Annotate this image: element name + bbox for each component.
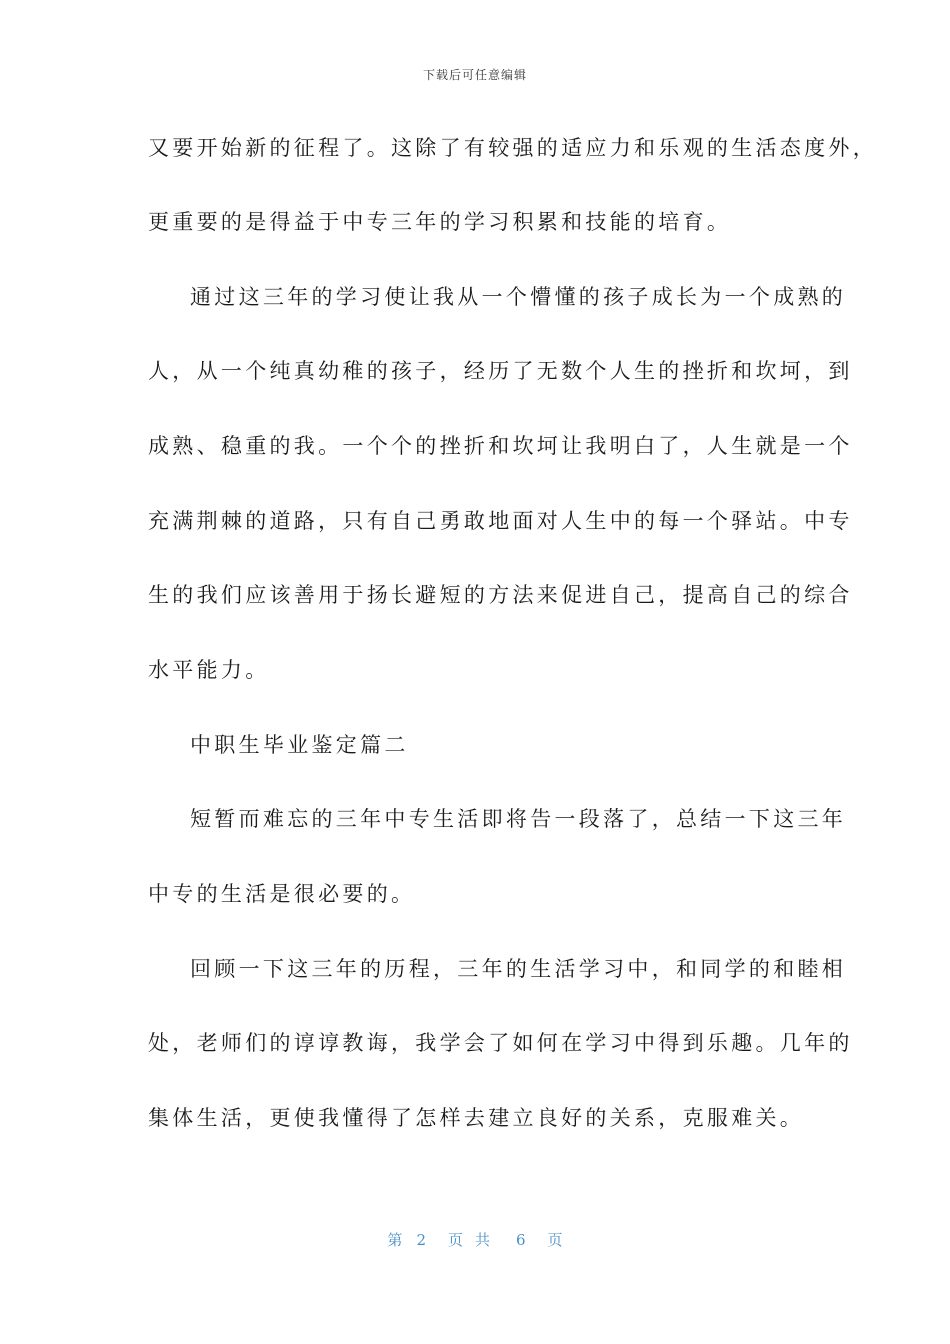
footer-middle: 页共 [447, 1231, 502, 1249]
paragraph-start: 回顾一下这三年的历程，三年的生活学习中，和同学的和睦相 [190, 957, 847, 981]
paragraph-start: 通过这三年的学习使让我从一个懵懂的孩子成长为一个成熟的 [190, 285, 847, 309]
text-line: 水平能力。 [148, 658, 270, 682]
paragraph-start: 短暂而难忘的三年中专生活即将告一段落了，总结一下这三年 [190, 807, 847, 831]
text-line: 更重要的是得益于中专三年的学习积累和技能的培育。 [148, 210, 732, 234]
section-heading: 中职生毕业鉴定篇二 [190, 733, 409, 757]
text-line: 生的我们应该善用于扬长避短的方法来促进自己，提高自己的综合 [148, 583, 853, 607]
text-line: 充满荆棘的道路，只有自己勇敢地面对人生中的每一个驿站。中专 [148, 509, 853, 533]
text-line: 中专的生活是很必要的。 [148, 882, 416, 906]
text-line: 成熟、稳重的我。一个个的挫折和坎坷让我明白了，人生就是一个 [148, 434, 853, 458]
total-page-count: 6 [516, 1231, 526, 1249]
text-line: 又要开始新的征程了。这除了有较强的适应力和乐观的生活态度外， [148, 136, 877, 160]
text-line: 处，老师们的谆谆教诲，我学会了如何在学习中得到乐趣。几年的 [148, 1031, 853, 1055]
footer-suffix: 页 [547, 1231, 563, 1249]
page-footer [0, 1229, 950, 1250]
text-line: 人，从一个纯真幼稚的孩子，经历了无数个人生的挫折和坎坷，到 [148, 359, 853, 383]
text-line: 集体生活，更使我懂得了怎样去建立良好的关系，克服难关。 [148, 1106, 805, 1130]
current-page-number: 2 [416, 1231, 426, 1249]
page-header: 下载后可任意编辑 [422, 68, 527, 82]
footer-prefix: 第 [387, 1231, 403, 1249]
